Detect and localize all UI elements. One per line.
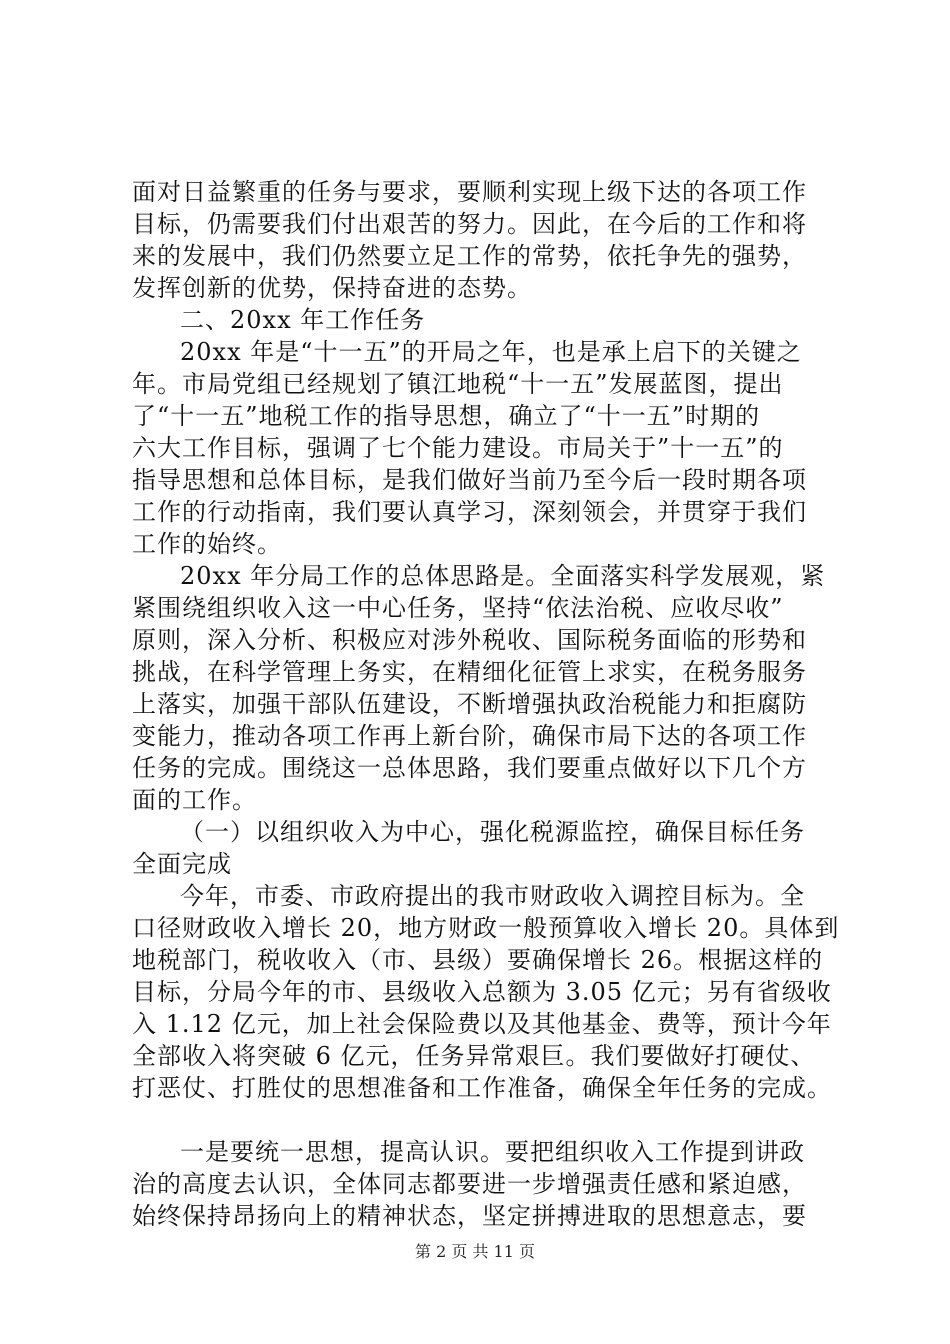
text-line: 年。市局党组已经规划了镇江地税“十一五”发展蓝图，提出 [132, 370, 784, 398]
text-line: 工作的行动指南，我们要认真学习，深刻领会，并贯穿于我们 [132, 498, 807, 526]
text-line: 目标，分局今年的市、县级收入总额为 3.05 亿元；另有省级收 [132, 978, 832, 1006]
text-line: 变能力，推动各项工作再上新台阶，确保市局下达的各项工作 [132, 722, 807, 750]
text-line: 全部收入将突破 6 亿元，任务异常艰巨。我们要做好打硬仗、 [132, 1042, 816, 1070]
text-line: 治的高度去认识，全体同志都要进一步增强责任感和紧迫感， [132, 1170, 807, 1198]
text-line: 今年，市委、市政府提出的我市财政收入调控目标为。全 [180, 882, 805, 910]
text-line: 任务的完成。围绕这一总体思路，我们要重点做好以下几个方 [132, 754, 807, 782]
text-line: 了“十一五”地税工作的指导思想，确立了“十一五”时期的 [132, 402, 761, 430]
text-line: 六大工作目标，强调了七个能力建设。市局关于”十一五”的 [132, 434, 784, 462]
subsection-heading: 全面完成 [132, 850, 232, 878]
text-line: 20xx 年分局工作的总体思路是。全面落实科学发展观，紧 [180, 562, 826, 590]
text-line: 打恶仗、打胜仗的思想准备和工作准备，确保全年任务的完成。 [132, 1074, 832, 1102]
text-line: 口径财政收入增长 20，地方财政一般预算收入增长 20。具体到 [132, 914, 840, 942]
text-line: 工作的始终。 [132, 530, 282, 558]
text-line: 挑战，在科学管理上务实，在精细化征管上求实，在税务服务 [132, 658, 807, 686]
text-line: 原则，深入分析、积极应对涉外税收、国际税务面临的形势和 [132, 626, 807, 654]
text-line: 地税部门，税收收入（市、县级）要确保增长 26。根据这样的 [132, 946, 824, 974]
text-line: 来的发展中，我们仍然要立足工作的常势，依托争先的强势， [132, 242, 807, 270]
text-line: 指导思想和总体目标，是我们做好当前乃至今后一段时期各项 [132, 466, 807, 494]
text-line: 目标，仍需要我们付出艰苦的努力。因此，在今后的工作和将 [132, 210, 807, 238]
text-line: 发挥创新的优势，保持奋进的态势。 [132, 274, 532, 302]
section-heading: 二、20xx 年工作任务 [180, 306, 426, 334]
text-line: 面的工作。 [132, 786, 257, 814]
subsection-heading: （一）以组织收入为中心，强化税源监控，确保目标任务 [180, 818, 805, 846]
text-line: 上落实，加强干部队伍建设，不断增强执政治税能力和拒腐防 [132, 690, 807, 718]
page-footer: 第 2 页 共 11 页 [415, 1242, 535, 1261]
text-line: 20xx 年是“十一五”的开局之年，也是承上启下的关键之 [180, 338, 802, 366]
text-line: 面对日益繁重的任务与要求，要顺利实现上级下达的各项工作 [132, 178, 807, 206]
text-line: 紧围绕组织收入这一中心任务，坚持“依法治税、应收尽收” [132, 594, 784, 622]
text-line: 始终保持昂扬向上的精神状态，坚定拼搏进取的思想意志，要 [132, 1202, 807, 1230]
text-line: 一是要统一思想，提高认识。要把组织收入工作提到讲政 [180, 1138, 805, 1166]
text-line: 入 1.12 亿元，加上社会保险费以及其他基金、费等，预计今年 [132, 1010, 832, 1038]
